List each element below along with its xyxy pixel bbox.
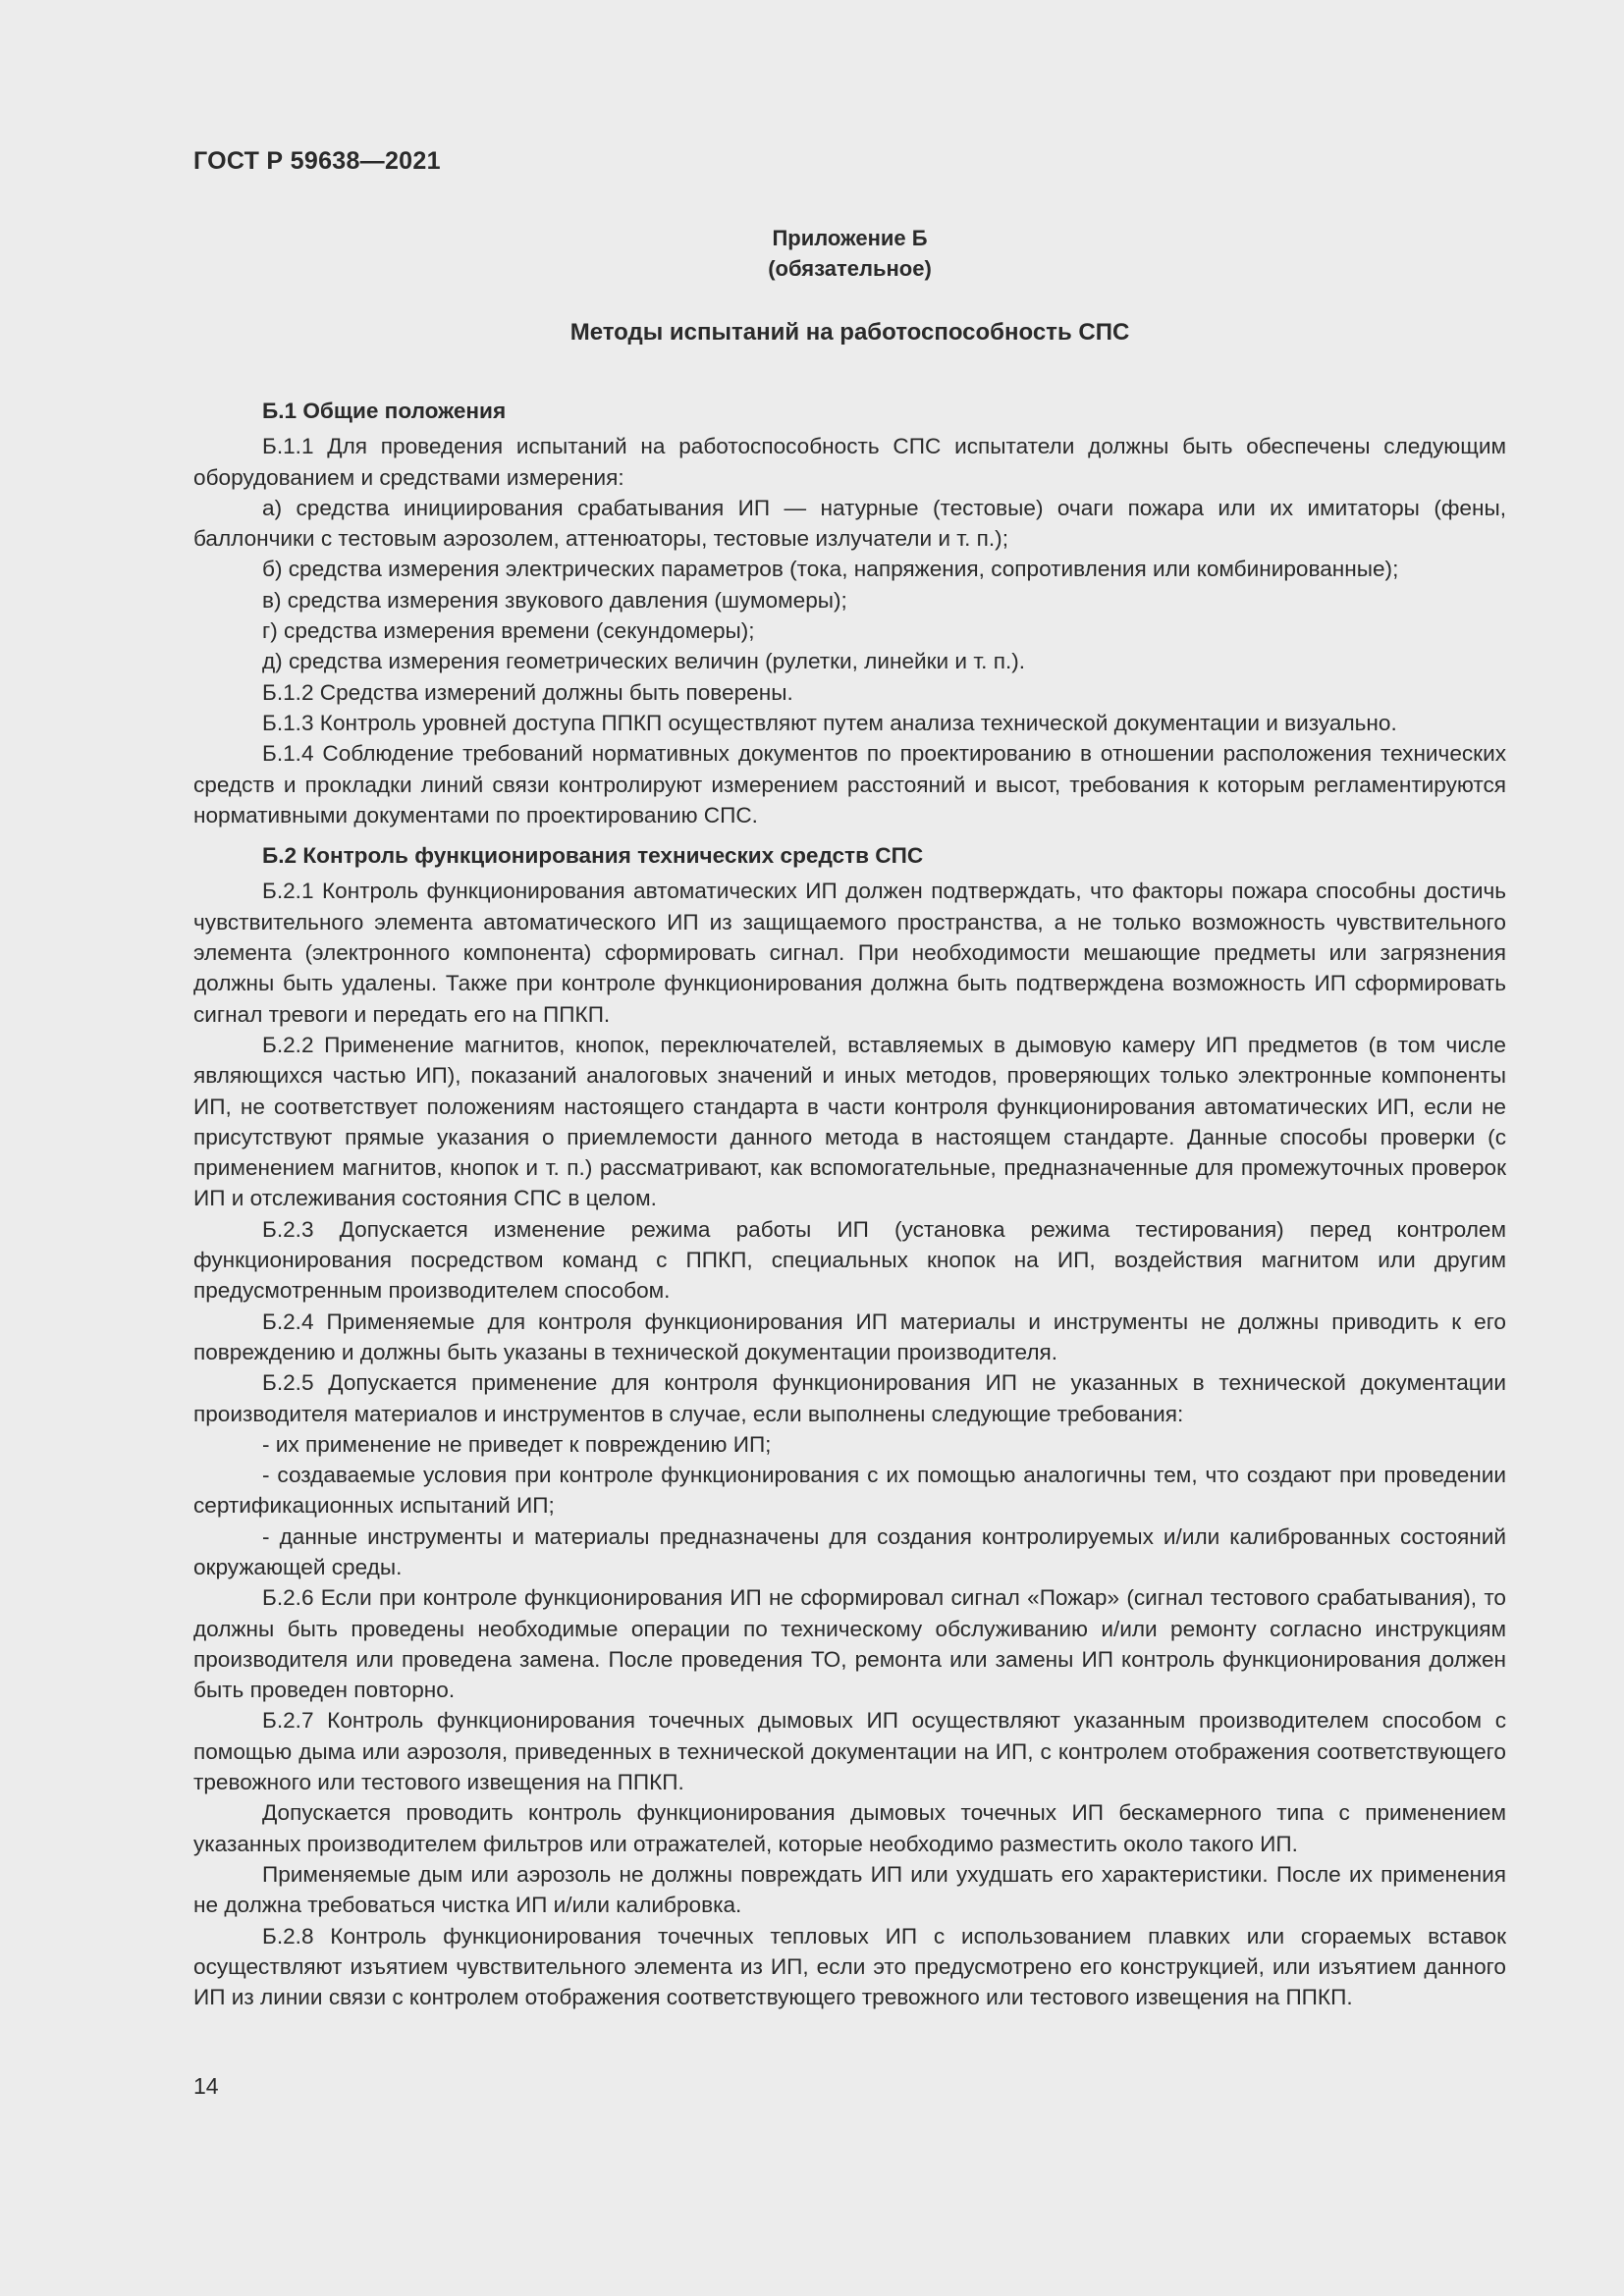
- requirement-item-3: - данные инструменты и материалы предназначены для создания контролируемых и/или калиброванных состояний окружающей среды.: [193, 1523, 1506, 1579]
- appendix-heading: Методы испытаний на работоспособность СПС: [569, 319, 1130, 346]
- paragraph-b2-3: Б.2.3 Допускается изменение режима работы ИП (установка режима тестирования) перед контролем функционирования посредством команд с ППКП, специальных кнопок на ИП, воздействия магнитом или другим предусмотренным производителем способом.: [193, 1216, 1506, 1304]
- standard-code: ГОСТ Р 59638—2021: [193, 147, 441, 175]
- paragraph-b2-7-note-1: Допускается проводить контроль функционирования дымовых точечных ИП бескамерного типа с применением указанных производителем фильтров или отражателей, которые необходимо разместить около такого ИП.: [193, 1800, 1506, 1856]
- list-item-g: г) средства измерения времени (секундомеры);: [262, 618, 755, 644]
- section-heading-b2: Б.2 Контроль функционирования технических средств СПС: [262, 843, 924, 869]
- list-item-b: б) средства измерения электрических параметров (тока, напряжения, сопротивления или комбинированные);: [262, 557, 1399, 582]
- page-number: 14: [193, 2073, 219, 2099]
- list-item-d: д) средства измерения геометрических величин (рулетки, линейки и т. п.).: [262, 649, 1026, 674]
- appendix-title: Приложение Б: [772, 226, 928, 250]
- requirement-item-1: - их применение не приведет к повреждению ИП;: [262, 1431, 772, 1457]
- paragraph-b1-1: Б.1.1 Для проведения испытаний на работоспособность СПС испытатели должны быть обеспечены следующим оборудованием и средствами измерения:: [193, 434, 1506, 490]
- paragraph-b2-5: Б.2.5 Допускается применение для контроля функционирования ИП не указанных в технической документации производителя материалов и инструментов в случае, если выполнены следующие требования:: [193, 1370, 1506, 1426]
- paragraph-b1-4: Б.1.4 Соблюдение требований нормативных документов по проектированию в отношении расположения технических средств и прокладки линий связи контролируют измерением расстояний и высот, требования к которым регламентируются нормативными документами по проектированию СПС.: [193, 741, 1506, 828]
- paragraph-b2-6: Б.2.6 Если при контроле функционирования ИП не сформировал сигнал «Пожар» (сигнал тестового срабатывания), то должны быть проведены необходимые операции по техническому обслуживанию и/или ремонту согласно инструкциям производителя или проведена замена. После проведения ТО, ремонта или замены ИП контроль функционирования должен быть проведен повторно.: [193, 1585, 1506, 1703]
- paragraph-b1-3: Б.1.3 Контроль уровней доступа ППКП осуществляют путем анализа технической документации и визуально.: [262, 710, 1397, 735]
- paragraph-b2-7-note-2: Применяемые дым или аэрозоль не должны повреждать ИП или ухудшать его характеристики. После их применения не должна требоваться чистка ИП и/или калибровка.: [193, 1861, 1506, 1918]
- paragraph-b2-2: Б.2.2 Применение магнитов, кнопок, переключателей, вставляемых в дымовую камеру ИП предметов (в том числе являющихся частью ИП), показаний аналоговых значений и иных методов, проверяющих только электронные компоненты ИП, не соответствует положениям настоящего стандарта в части контроля функционирования автоматических ИП, если не присутствуют прямые указания о приемлемости данного метода в настоящем стандарте. Данные способы проверки (с применением магнитов, кнопок и т. п.) рассматривают, как вспомогательные, предназначенные для промежуточных проверок ИП и отслеживания состояния СПС в целом.: [193, 1032, 1506, 1211]
- paragraph-b2-8: Б.2.8 Контроль функционирования точечных тепловых ИП с использованием плавких или сгораемых вставок осуществляют изъятием чувствительного элемента из ИП, если это предусмотрено его конструкцией, или изъятием данного ИП из линии связи с контролем отображения соответствующего тревожного или тестового извещения на ППКП.: [193, 1923, 1506, 2010]
- paragraph-b1-2: Б.1.2 Средства измерений должны быть поверены.: [262, 679, 793, 705]
- section-heading-b1: Б.1 Общие положения: [262, 399, 507, 423]
- paragraph-b2-1: Б.2.1 Контроль функционирования автоматических ИП должен подтверждать, что факторы пожара способны достичь чувствительного элемента автоматического ИП из защищаемого пространства, а не только возможность чувствительного элемента (электронного компонента) сформировать сигнал. При необходимости мешающие предметы или загрязнения должны быть удалены. Также при контроле функционирования должна быть подтверждена возможность ИП сформировать сигнал тревоги и передать его на ППКП.: [193, 879, 1506, 1027]
- body-text: [193, 396, 1506, 2012]
- requirement-item-2: - создаваемые условия при контроле функционирования с их помощью аналогичны тем, что создают при проведении сертификационных испытаний ИП;: [193, 1463, 1506, 1519]
- paragraph-b2-7: Б.2.7 Контроль функционирования точечных дымовых ИП осуществляют указанным производителем способом с помощью дыма или аэрозоля, приведенных в технической документации на ИП, с контролем отображения соответствующего тревожного или тестового извещения на ППКП.: [193, 1708, 1506, 1795]
- appendix-status: (обязательное): [768, 256, 932, 281]
- paragraph-b2-4: Б.2.4 Применяемые для контроля функционирования ИП материалы и инструменты не должны приводить к его повреждению и должны быть указаны в технической документации производителя.: [193, 1308, 1506, 1364]
- list-item-v: в) средства измерения звукового давления (шумомеры);: [262, 587, 847, 613]
- list-item-a: а) средства инициирования срабатывания ИП — натурные (тестовые) очаги пожара или их имитаторы (фены, баллончики с тестовым аэрозолем, аттенюаторы, тестовые излучатели и т. п.);: [193, 495, 1506, 552]
